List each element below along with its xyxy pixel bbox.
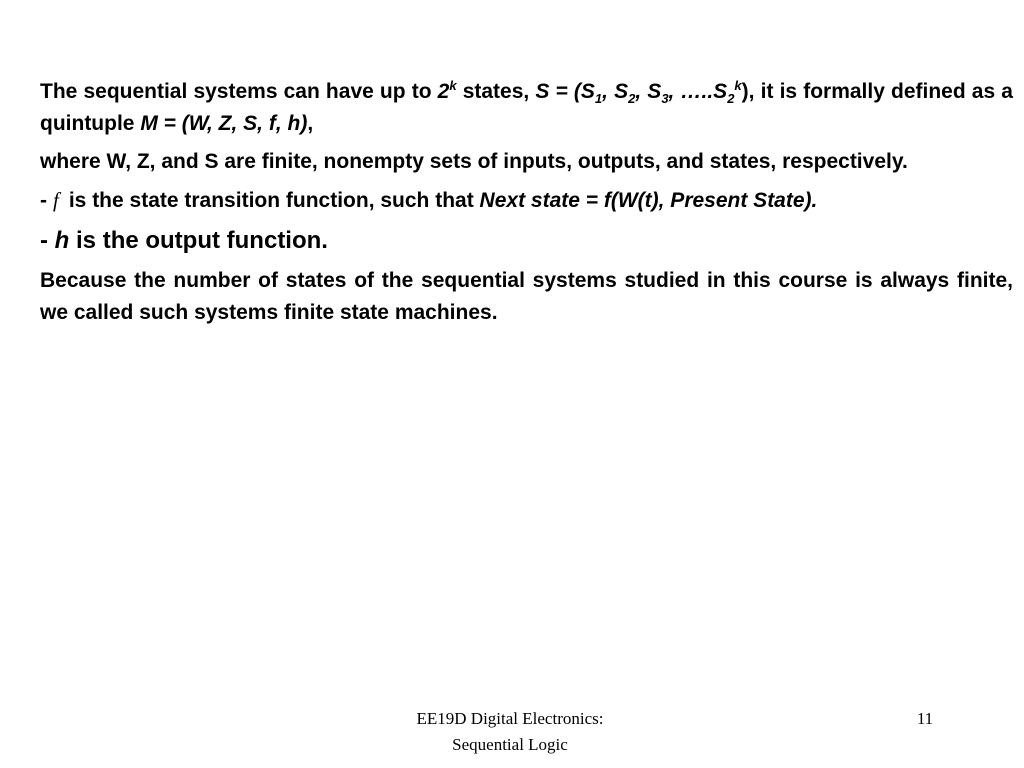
slide-content bbox=[40, 76, 1013, 329]
math-s-set: $S = (S_1$, $S_2$, $S_3$, $\dots..S_2^k$ bbox=[535, 78, 742, 107]
math-two: 2 bbox=[437, 80, 450, 103]
dash: - bbox=[40, 227, 55, 254]
text: , bbox=[307, 112, 314, 135]
output-function-paragraph bbox=[40, 223, 1013, 259]
finite-state-machine-paragraph: Because the number of states of the sequential systems studied in this course is always finite, we called such systems finite state machines. bbox=[40, 269, 1013, 324]
math-h: h bbox=[54, 227, 70, 254]
footer-line-1: EE19D Digital Electronics: bbox=[416, 709, 604, 728]
text: , it is formally defined as a quintuple bbox=[40, 80, 1013, 135]
transition-function-paragraph bbox=[40, 184, 1013, 217]
footer-course-title bbox=[360, 706, 660, 758]
math-k: k bbox=[449, 78, 457, 93]
text: is the output function. bbox=[69, 227, 328, 254]
sets-definition-paragraph: where W, Z, and S are finite, nonempty sets of inputs, outputs, and states, respectively. bbox=[40, 150, 908, 173]
text: ) bbox=[741, 80, 749, 103]
footer-line-2: Sequential Logic bbox=[452, 735, 568, 754]
math-f: f bbox=[53, 188, 59, 212]
quintuple-definition-paragraph bbox=[40, 76, 1013, 140]
dash: - bbox=[40, 189, 47, 212]
text: states, bbox=[456, 80, 536, 103]
text: is the state transition function, such that bbox=[68, 189, 480, 212]
page-number: 11 bbox=[916, 709, 934, 728]
math-next-state: Next state = f(W(t), Present State). bbox=[479, 189, 818, 212]
text: The sequential systems can have up to bbox=[40, 80, 438, 103]
math-m-def: M = (W, Z, S, f, h) bbox=[140, 112, 308, 135]
